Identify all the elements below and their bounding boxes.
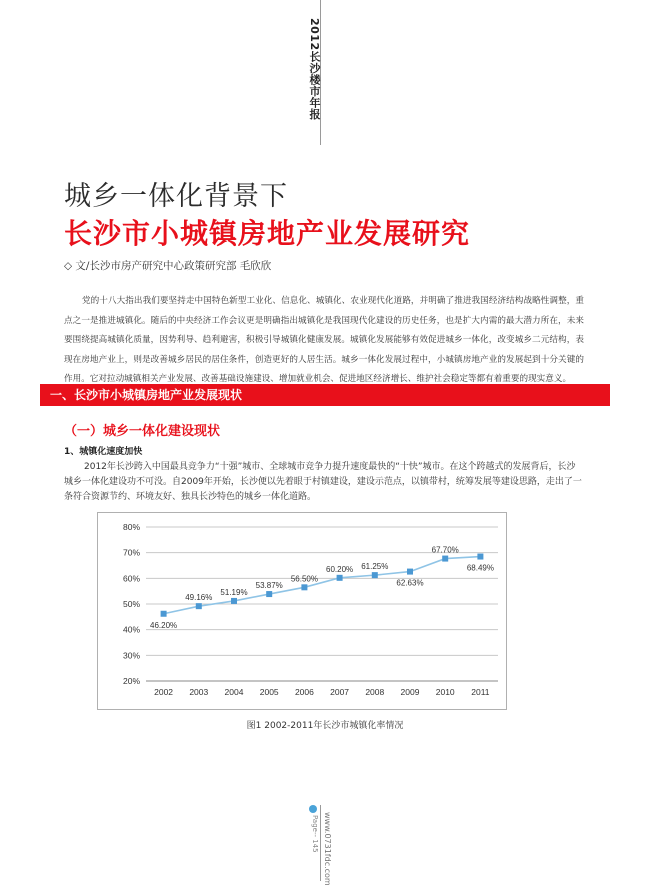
data-point <box>407 569 413 575</box>
series-line <box>164 557 481 614</box>
urbanization-line-chart <box>98 513 506 709</box>
section-heading-bar: 一、长沙市小城镇房地产业发展现状 <box>40 384 610 406</box>
y-tick-label: 20% <box>122 676 140 686</box>
y-tick-label: 60% <box>122 573 140 584</box>
byline: ◇ 文/长沙市房产研究中心政策研究部 毛欣欣 <box>64 260 272 272</box>
chart-frame <box>97 512 507 710</box>
y-tick-label: 50% <box>122 599 140 609</box>
x-tick-label: 2002 <box>154 687 174 697</box>
footer-website: www.0731fdc.com <box>323 812 332 886</box>
y-tick-label: 40% <box>122 624 140 635</box>
data-point <box>477 554 483 560</box>
margin-divider-bottom <box>320 805 321 881</box>
data-point <box>196 603 202 609</box>
data-label: 67.70% <box>431 545 459 555</box>
data-label: 49.16% <box>185 593 213 603</box>
article-title-line1: 城乡一体化背景下 <box>64 181 288 212</box>
y-tick-label: 30% <box>122 650 140 661</box>
x-tick-label: 2009 <box>400 687 420 697</box>
y-tick-label: 80% <box>122 522 140 532</box>
chart-caption: 图1 2002-2011年长沙市城镇化率情况 <box>246 721 404 731</box>
data-point <box>231 598 237 604</box>
data-point <box>337 575 343 581</box>
x-tick-label: 2007 <box>330 687 350 697</box>
x-tick-label: 2008 <box>365 687 385 697</box>
data-point <box>372 572 378 578</box>
data-label: 68.49% <box>466 563 494 573</box>
x-tick-label: 2010 <box>435 687 455 697</box>
data-label: 53.87% <box>255 581 283 591</box>
x-tick-label: 2005 <box>259 687 279 697</box>
data-label: 46.20% <box>150 620 178 630</box>
subsubsection-heading: 1、城镇化速度加快 <box>64 447 143 457</box>
data-label: 51.19% <box>220 587 248 597</box>
data-label: 60.20% <box>326 564 354 574</box>
article-title-line2: 长沙市小城镇房地产业发展研究 <box>64 217 471 250</box>
data-point <box>301 584 307 590</box>
data-point <box>266 591 272 597</box>
data-label: 56.50% <box>290 574 318 584</box>
subsection-heading: （一）城乡一体化建设现状 <box>64 424 221 439</box>
data-point <box>442 556 448 562</box>
running-header: 2012长沙楼市年报 <box>308 18 321 120</box>
x-tick-label: 2006 <box>294 687 314 697</box>
data-point <box>161 611 167 617</box>
body-paragraph: 2012年长沙跨入中国最具竞争力“十强”城市、全球城市竞争力提升速度最快的“十快”城市。在这个跨越式的发展背后，长沙城乡一体化建设功不可没。自2009年开始，长沙便以先着眼于村镇建设，建设示范点，以镇带村，统筹发展等建设思路，走出了一条符合资源节约、环境友好、独具长沙特色的城乡一体化道路。 <box>64 462 582 502</box>
footer-page-number: Page-- 145 <box>311 815 319 853</box>
x-tick-label: 2004 <box>224 687 244 697</box>
page-marker-dot <box>309 805 317 813</box>
intro-paragraph: 党的十八大指出我们要坚持走中国特色新型工业化、信息化、城镇化、农业现代化道路，并明确了推进我国经济结构战略性调整，重点之一是推进城镇化。随后的中央经济工作会议更是明确指出城镇化是我国现代化建设的历史任务，也是扩大内需的最大潜力所在，未来要围绕提高城镇化质量，因势利导、趋利避害，积极引导城镇化健康发展。城镇化发展能够有效促进城乡一体化，改变城乡二元结构，表现在房地产业上，则是改善城乡居民的居住条件，创造更好的人居生活。城乡一体化发展过程中，小城镇房地产业的发展起到十分关键的作用。它对拉动城镇相关产业发展、改善基础设施建设、增加就业机会、促进地区经济增长、维护社会稳定等都有着重要的现实意义。 <box>64 296 584 384</box>
data-label: 61.25% <box>361 562 389 572</box>
y-tick-label: 70% <box>122 547 140 558</box>
x-tick-label: 2003 <box>189 687 209 697</box>
x-tick-label: 2011 <box>471 687 490 697</box>
data-label: 62.63% <box>396 578 424 588</box>
